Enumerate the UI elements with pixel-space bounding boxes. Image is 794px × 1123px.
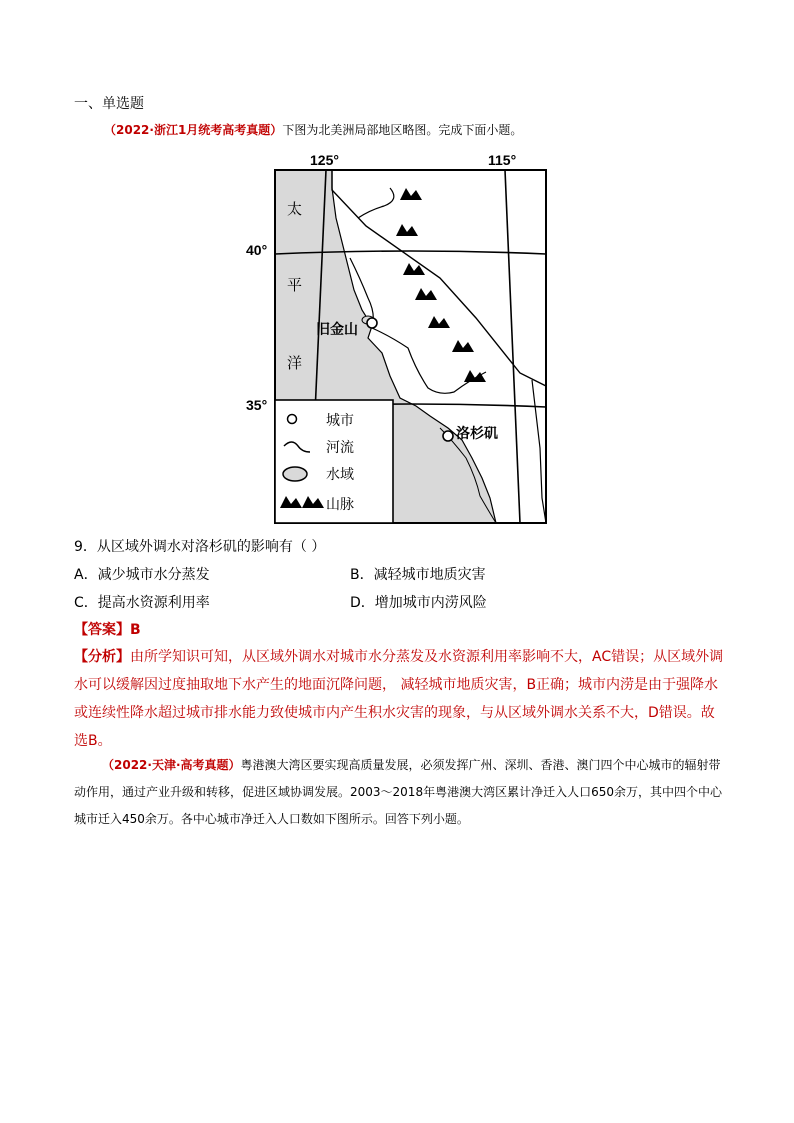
intro-text-2: 粤港澳大湾区要实现高质量发展，必须发挥广州、深圳、香港、澳门四个中心城市的辐射带动作用，通过产业升级和转移，促进区域协调发展。2003～2018年粤港澳大湾区累计净迁入人口650余万，其中四个中心城市迁入450余万。各中心城市净迁入人口数如下图所示。回答下列小题。 <box>74 758 722 826</box>
city-marker-la <box>443 431 453 441</box>
ocean-char-3: 洋 <box>287 354 303 372</box>
map-figure <box>240 148 560 528</box>
option-c[interactable] <box>74 594 210 612</box>
question-stem: 9．从区域外调水对洛杉矶的影响有（ ） <box>74 539 326 555</box>
option-c-letter: C． <box>74 595 98 611</box>
north-america-map <box>240 148 560 528</box>
city-marker-sf <box>367 318 377 328</box>
option-a-text: 减少城市水分蒸发 <box>97 567 210 583</box>
option-b-text: 减轻城市地质灾害 <box>373 567 486 583</box>
option-c-text: 提高水资源利用率 <box>97 595 210 611</box>
lon-label-125: 125° <box>310 152 339 168</box>
analysis-text: 由所学知识可知，从区域外调水对城市水分蒸发及水资源利用率影响不大，AC错误；从区域外调水可以缓解因过度抽取地下水产生的地面沉降问题， 减轻城市地质灾害，B正确；城市内涝是由于强降水或连续性降水超过城市排水能力致使城市内产生积水灾害的现象，与从区域外调水关系不大，D错误。故选B。 <box>74 649 724 749</box>
option-b-letter: B． <box>350 567 374 583</box>
ocean-char-1: 太 <box>287 200 303 218</box>
question-intro-2 <box>74 752 724 833</box>
answer-line <box>74 621 141 639</box>
option-d[interactable] <box>350 594 487 612</box>
legend-label-river: 河流 <box>326 440 354 456</box>
option-b[interactable] <box>350 566 486 584</box>
city-label-sf: 旧金山 <box>316 322 358 338</box>
lat-label-40: 40° <box>246 242 268 258</box>
map-legend <box>275 400 393 523</box>
source-tag: （2022·浙江1月统考高考真题） <box>104 123 283 137</box>
option-a[interactable] <box>74 566 210 584</box>
lon-label-115: 115° <box>488 152 517 168</box>
legend-label-water: 水域 <box>326 467 354 483</box>
water-legend-icon <box>283 467 307 481</box>
lat-label-35: 35° <box>246 397 268 413</box>
option-d-text: 增加城市内涝风险 <box>374 595 487 611</box>
analysis-tag: 【分析】 <box>74 649 130 665</box>
legend-label-mountain: 山脉 <box>326 497 354 513</box>
ocean-char-2: 平 <box>287 276 303 294</box>
option-d-letter: D． <box>350 595 375 611</box>
city-legend-icon <box>288 415 297 424</box>
intro-text: 下图为北美洲局部地区略图。完成下面小题。 <box>282 123 523 137</box>
legend-label-city: 城市 <box>326 413 354 429</box>
answer-tag: 【答案】 <box>74 622 130 638</box>
analysis-paragraph <box>74 643 724 755</box>
section-title: 一、单选题 <box>74 96 144 112</box>
city-label-la: 洛杉矶 <box>456 426 498 442</box>
border-line-east <box>532 380 546 523</box>
option-a-letter: A． <box>74 567 98 583</box>
lon-line-115 <box>505 170 520 523</box>
answer-value: B <box>130 622 141 638</box>
source-tag-2: （2022·天津·高考真题） <box>102 758 241 772</box>
question-intro-1 <box>104 121 522 139</box>
